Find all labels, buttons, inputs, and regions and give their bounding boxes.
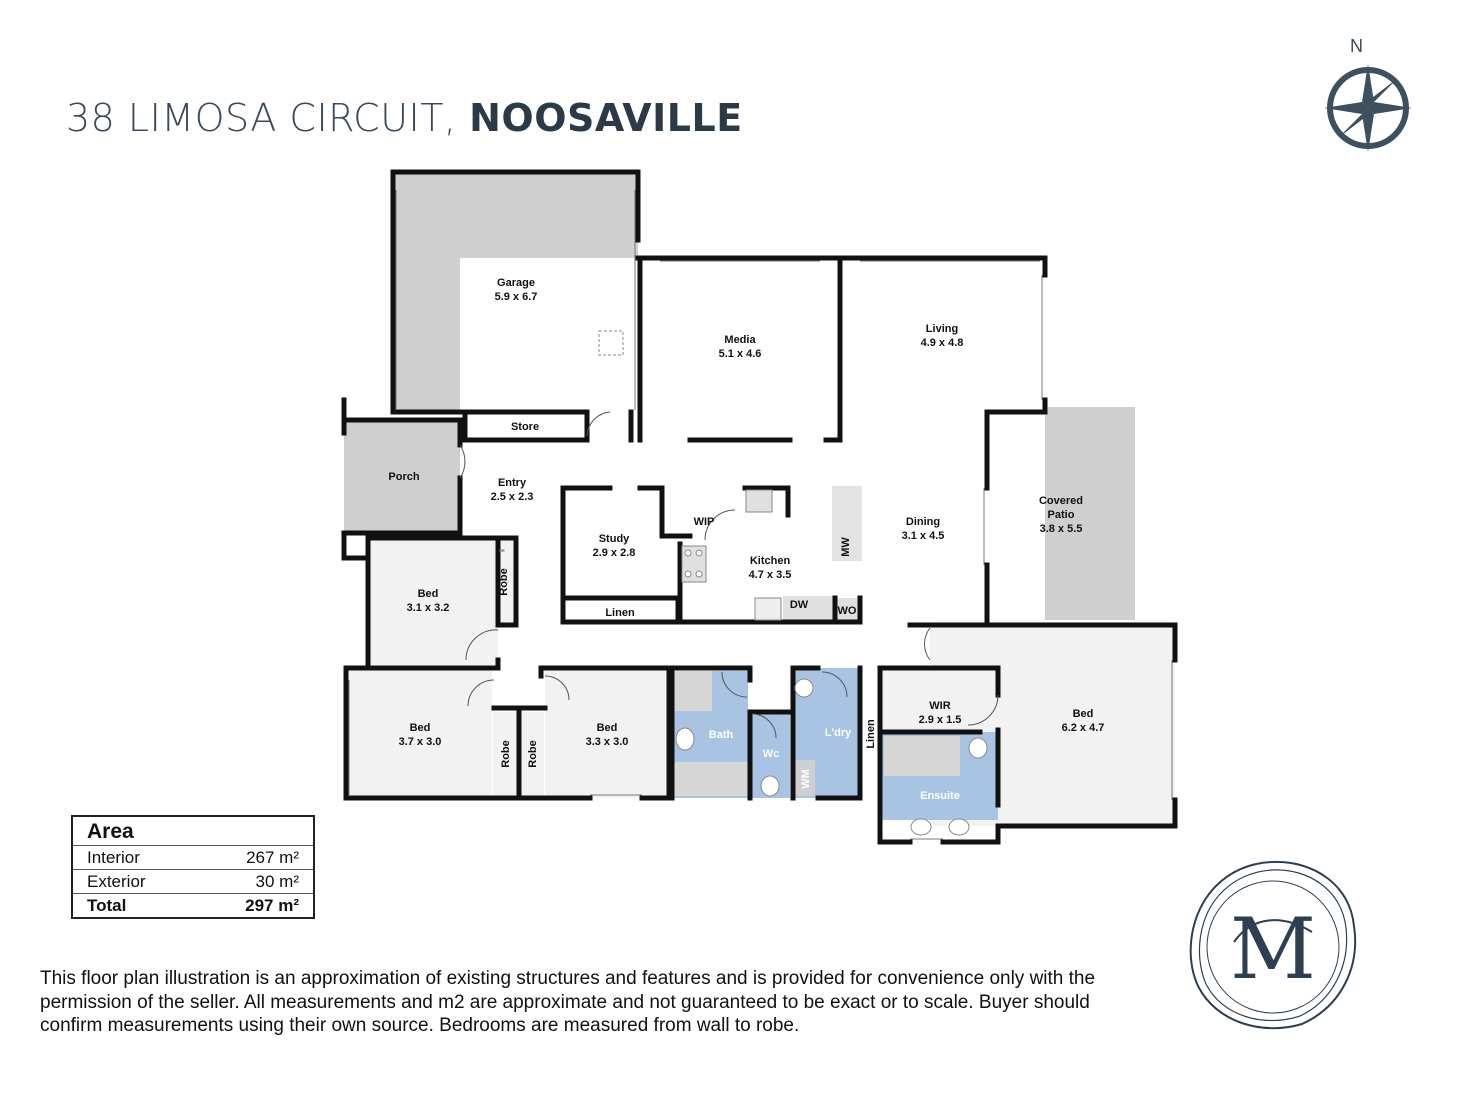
area-row-exterior — [73, 870, 313, 894]
title-street: 38 LIMOSA CIRCUIT, — [66, 96, 457, 140]
area-row-interior — [73, 846, 313, 870]
bath-grey — [672, 671, 712, 711]
living-dims: 4.9 x 4.8 — [920, 337, 964, 349]
area-label: Total — [87, 896, 127, 915]
area-label: Exterior — [87, 872, 146, 891]
wo-label: WO — [837, 605, 857, 617]
bed1-dims: 3.1 x 3.2 — [406, 602, 450, 614]
bath-label: Bath — [708, 729, 734, 741]
area-label: Interior — [87, 848, 140, 867]
cooktop — [746, 490, 772, 512]
ldry-linen-label: Linen — [865, 719, 877, 749]
wc-label: Wc — [762, 748, 780, 760]
entry-dims: 2.5 x 2.3 — [490, 491, 534, 503]
wip-label: WIP — [693, 516, 715, 528]
area-row-total — [73, 894, 313, 917]
bed1-label: Bed — [417, 588, 439, 600]
ldry-basin — [795, 679, 813, 697]
wir-label: WIR — [929, 700, 951, 712]
robe2-label: Robe — [500, 740, 512, 768]
wir-dims: 2.9 x 1.5 — [918, 714, 962, 726]
agency-logo-icon — [1182, 856, 1362, 1036]
robe3-label: Robe — [527, 740, 539, 768]
bed3-dims: 3.3 x 3.0 — [585, 736, 629, 748]
bed2-dims: 3.7 x 3.0 — [398, 736, 442, 748]
porch-label: Porch — [388, 471, 420, 483]
bathtub — [672, 762, 748, 796]
living-label: Living — [925, 323, 959, 335]
area-value: 30 m² — [255, 872, 299, 891]
mw-label: MW — [840, 537, 852, 557]
ensuite-basin-2 — [949, 819, 969, 835]
disclaimer-text: This floor plan illustration is an approximation of existing structures and features and is provided for convenience only with the permission of the seller. All measurements and m2 are approximate and not guaranteed to be exact or to scale. Buyer should confirm measurements using their own source. Bedrooms are measured from wall to robe. — [40, 968, 1096, 1036]
kitchen-dims: 4.7 x 3.5 — [748, 569, 792, 581]
dw-label: DW — [789, 599, 809, 611]
area-table — [71, 815, 315, 919]
shower-grey — [884, 736, 960, 776]
dining-label: Dining — [905, 516, 941, 528]
robe1-label: Robe — [498, 568, 510, 596]
ensuite-basin-1 — [911, 819, 931, 835]
dining-dims: 3.1 x 4.5 — [901, 530, 945, 542]
master-bed-dims: 6.2 x 4.7 — [1061, 722, 1105, 734]
store-label: Store — [510, 421, 540, 433]
ldry-label: L'dry — [824, 727, 852, 739]
patio-label-2: Patio — [1047, 509, 1075, 521]
logo-monogram: M — [1229, 900, 1317, 998]
area-value: 297 m² — [245, 896, 299, 915]
master-bed-label: Bed — [1072, 708, 1094, 720]
robe-bars — [500, 550, 504, 551]
garage-label: Garage — [497, 277, 535, 289]
bed2-label: Bed — [409, 722, 431, 734]
bed3-label: Bed — [596, 722, 618, 734]
media-dims: 5.1 x 4.6 — [718, 348, 762, 360]
kitchen-label: Kitchen — [749, 555, 791, 567]
title-suburb: NOOSAVILLE — [469, 96, 743, 140]
area-value: 267 m² — [246, 848, 299, 867]
compass-north-label: N — [1350, 36, 1363, 56]
ensuite-toilet — [969, 738, 987, 758]
patio-dims: 3.8 x 5.5 — [1039, 523, 1083, 535]
entry-label: Entry — [497, 477, 527, 489]
media-label: Media — [724, 334, 756, 346]
wc-toilet — [761, 776, 779, 796]
study-dims: 2.9 x 2.8 — [592, 547, 636, 559]
study-linen-label: Linen — [605, 607, 635, 619]
garage-dims: 5.9 x 6.7 — [494, 291, 538, 303]
bath-basin — [676, 728, 694, 750]
patio-label-1: Covered — [1038, 495, 1084, 507]
area-heading: Area — [73, 817, 313, 846]
ensuite-label: Ensuite — [920, 790, 960, 802]
kitchen-sink — [755, 598, 781, 620]
wm-label: WM — [800, 769, 812, 789]
study-label: Study — [598, 533, 630, 545]
